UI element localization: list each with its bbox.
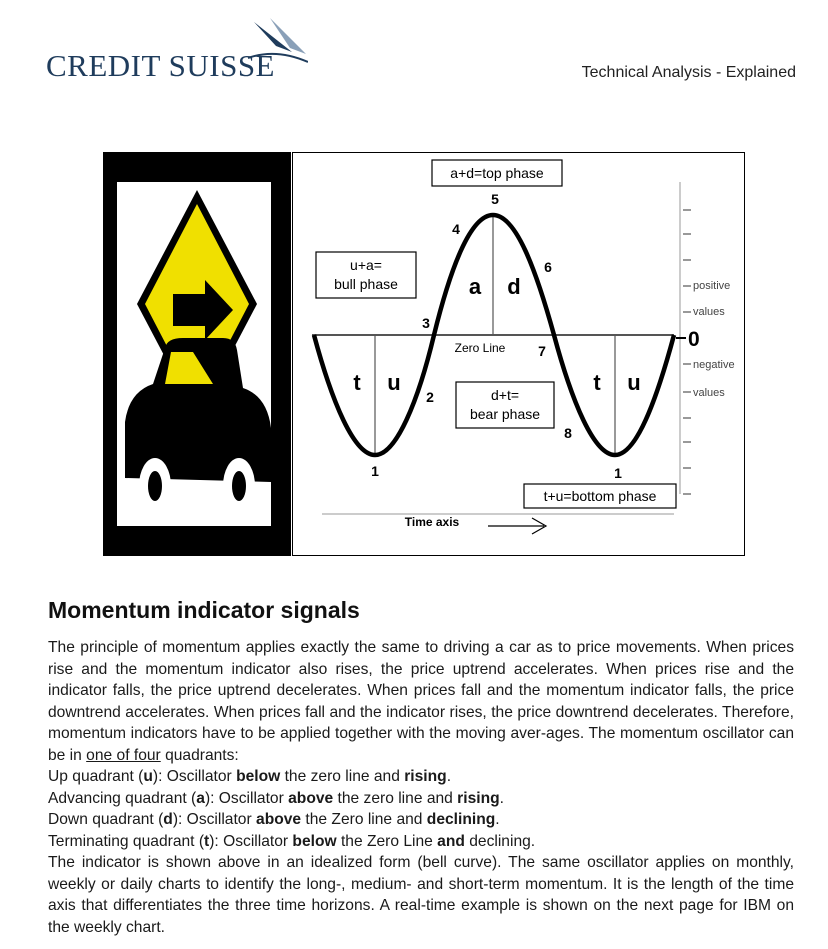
quadrant-t-label-left: t xyxy=(353,370,361,395)
intro-end-text: quadrants: xyxy=(165,746,239,764)
quadrant-line-down: Down quadrant (d): Oscillator above the Zero line and declining. xyxy=(48,811,500,828)
point-2: 2 xyxy=(426,389,434,405)
bear-phase-line1: d+t= xyxy=(490,387,520,403)
time-axis-label: Time axis xyxy=(404,515,460,529)
intro-link-text: one of four xyxy=(86,746,161,764)
intro-paragraph xyxy=(48,637,794,766)
bear-phase-line2: bear phase xyxy=(469,406,541,422)
oscillator-diagram xyxy=(292,152,745,556)
quadrant-u-label-left: u xyxy=(387,370,401,395)
section-heading: Momentum indicator signals xyxy=(48,597,360,623)
bottom-phase-label: t+u=bottom phase xyxy=(543,488,657,504)
scale-negative-values: values xyxy=(693,387,725,399)
bull-phase-line1: u+a= xyxy=(350,257,382,273)
intro-text: The principle of momentum applies exactly the same to driving a car as to price movements. When prices rise and the momentum indicator also rises, the price uptrend accelerates. When prices rise and the indicator falls, the price uptrend decelerates. When prices fall and the momentum indicator falls, the price downtrend accelerates. When prices fall and the indicator rises, the price downtrend decelerates. Therefore, momentum indicators have to be applied together with the moving aver-ages. The momentum oscillator can be in xyxy=(48,639,794,764)
quadrant-u-label-right: u xyxy=(627,370,641,395)
point-1-left: 1 xyxy=(371,463,379,479)
quadrant-line-terminating: Terminating quadrant (t): Oscillator below the Zero Line and declining. xyxy=(48,832,536,850)
car-sign-illustration xyxy=(103,152,291,556)
quadrant-d-label: d xyxy=(507,274,521,299)
point-7: 7 xyxy=(538,343,546,359)
point-1-right: 1 xyxy=(614,465,622,481)
bull-phase-line2: bull phase xyxy=(334,276,398,292)
credit-suisse-logo xyxy=(46,18,308,88)
section-body xyxy=(48,637,794,938)
point-6: 6 xyxy=(544,259,552,275)
document-title: Technical Analysis - Explained xyxy=(581,64,796,81)
point-3: 3 xyxy=(422,315,430,331)
point-5: 5 xyxy=(491,191,499,207)
sails-icon xyxy=(246,18,308,66)
scale-positive-values: values xyxy=(693,306,725,318)
quadrant-line-advancing: Advancing quadrant (a): Oscillator above the zero line and rising. xyxy=(48,789,504,807)
point-4: 4 xyxy=(452,221,460,237)
scale-negative: negative xyxy=(693,359,735,371)
scale-zero: 0 xyxy=(688,328,700,351)
scale-positive: positive xyxy=(693,280,731,292)
point-8: 8 xyxy=(564,425,572,441)
quadrant-t-label-right: t xyxy=(593,370,601,395)
quadrant-line-up: Up quadrant (u): Oscillator below the zero line and rising. xyxy=(48,768,452,785)
brand-name: CREDIT SUISSE xyxy=(46,48,275,83)
top-phase-label: a+d=top phase xyxy=(450,165,544,181)
closing-paragraph: The indicator is shown above in an idealized form (bell curve). The same oscillator applies on monthly, weekly or daily charts to identify the long-, medium- and short-term momentum. It is the length of the time axis that differentiates the three time horizons. A real-time example is shown on the next page for IBM on the weekly chart. xyxy=(48,854,794,936)
zero-line-label: Zero Line xyxy=(454,341,506,355)
momentum-figure xyxy=(103,152,745,556)
quadrant-a-label: a xyxy=(468,274,482,299)
